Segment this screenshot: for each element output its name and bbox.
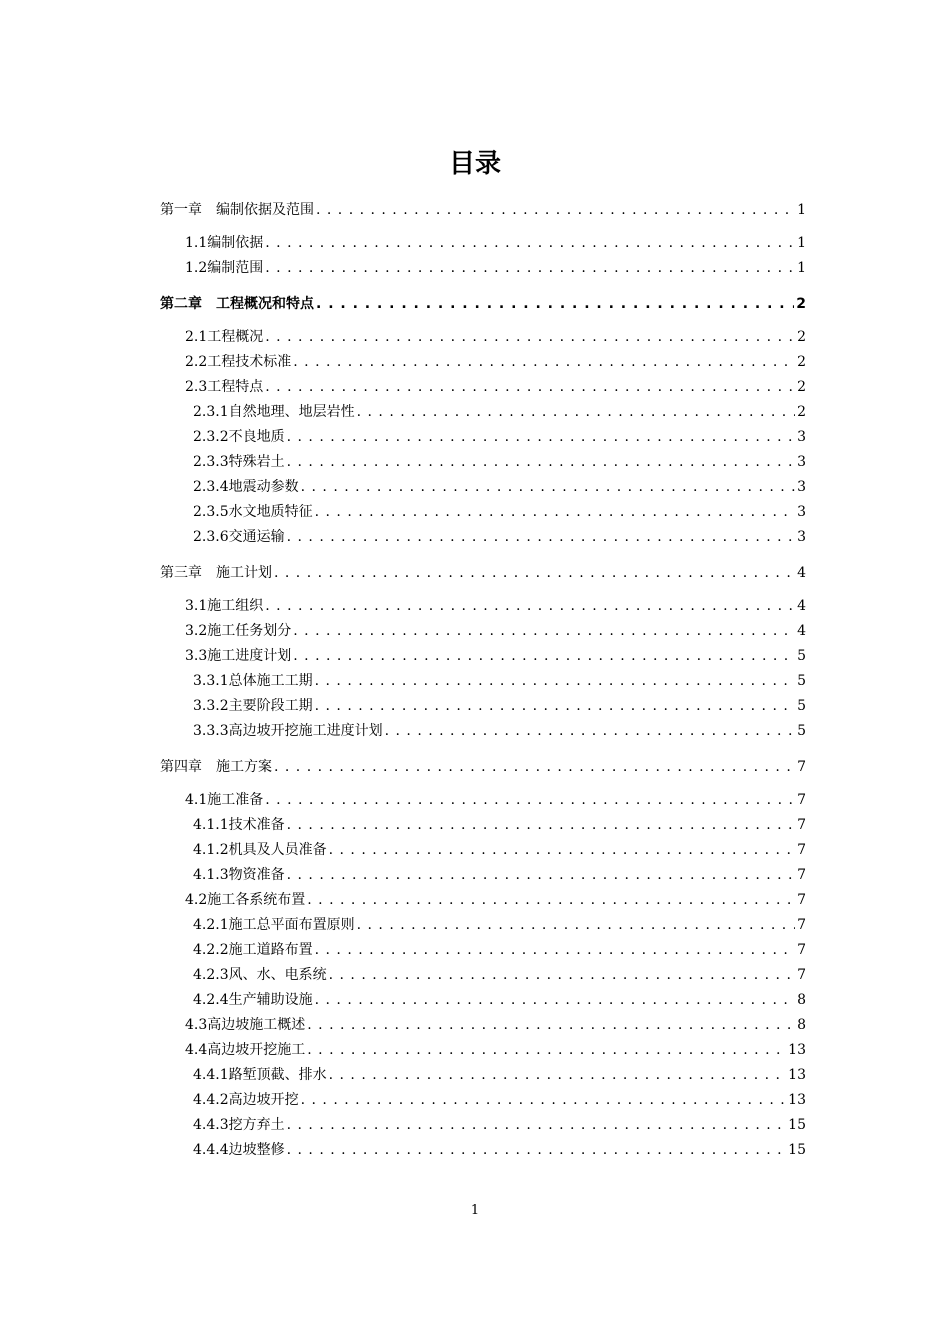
toc-entry[interactable] [193, 695, 806, 717]
toc-entry-label: 2.3.3特殊岩土 [193, 454, 285, 470]
toc-entry-label: 4.1.2机具及人员准备 [193, 842, 327, 858]
toc-entry-label: 2.3.4地震动参数 [193, 479, 299, 495]
toc-leader-dots [287, 864, 795, 886]
toc-entry[interactable] [185, 889, 806, 911]
toc-leader-dots [316, 293, 794, 315]
toc-entry-label: 3.2施工任务划分 [185, 623, 292, 639]
toc-leader-dots [265, 232, 795, 254]
toc-entry[interactable] [193, 1089, 806, 1111]
toc-entry[interactable] [193, 914, 806, 936]
toc-entry-page: 5 [797, 698, 806, 714]
toc-leader-dots [301, 476, 795, 498]
toc-entry[interactable] [193, 526, 806, 548]
toc-entry-page: 2 [797, 329, 806, 345]
toc-entry-label: 第三章 施工计划 [160, 565, 272, 581]
toc-entry-page: 15 [788, 1117, 806, 1133]
toc-entry-label: 4.2.1施工总平面布置原则 [193, 917, 355, 933]
toc-leader-dots [287, 1139, 787, 1161]
toc-entry-label: 3.3.2主要阶段工期 [193, 698, 313, 714]
toc-entry-page: 7 [797, 967, 806, 983]
toc-entry-page: 7 [797, 759, 806, 775]
toc-entry[interactable] [185, 789, 806, 811]
toc-entry[interactable] [185, 376, 806, 398]
toc-leader-dots [293, 620, 795, 642]
toc-leader-dots [287, 1114, 787, 1136]
toc-entry-label: 4.2.3风、水、电系统 [193, 967, 327, 983]
toc-leader-dots [315, 670, 795, 692]
toc-entry-label: 4.4高边坡开挖施工 [185, 1042, 306, 1058]
toc-entry-label: 第一章 编制依据及范围 [160, 202, 314, 218]
toc-entry[interactable] [185, 620, 806, 642]
toc-entry-label: 2.1工程概况 [185, 329, 264, 345]
toc-leader-dots [265, 376, 795, 398]
toc-entry-page: 2 [797, 354, 806, 370]
toc-entry-label: 1.1编制依据 [185, 235, 264, 251]
toc-entry-page: 7 [797, 867, 806, 883]
toc-entry-page: 5 [797, 723, 806, 739]
toc-leader-dots [287, 451, 795, 473]
toc-entry-page: 4 [797, 623, 806, 639]
toc-entry-page: 3 [797, 454, 806, 470]
toc-entry-page: 8 [797, 992, 806, 1008]
toc-entry[interactable] [185, 645, 806, 667]
toc-leader-dots [265, 595, 795, 617]
toc-entry-page: 3 [797, 529, 806, 545]
toc-leader-dots [357, 914, 795, 936]
toc-leader-dots [301, 1089, 787, 1111]
toc-entry[interactable] [193, 939, 806, 961]
toc-entry-label: 2.3工程特点 [185, 379, 264, 395]
toc-entry-label: 4.1施工准备 [185, 792, 264, 808]
toc-entry-page: 1 [797, 202, 806, 218]
toc-entry-page: 7 [797, 792, 806, 808]
toc-entry[interactable] [193, 720, 806, 742]
toc-entry[interactable] [160, 756, 806, 778]
toc-entry-label: 4.4.4边坡整修 [193, 1142, 285, 1158]
toc-entry-label: 第二章 工程概况和特点 [160, 296, 314, 312]
toc-leader-dots [265, 789, 795, 811]
toc-entry-page: 7 [797, 892, 806, 908]
toc-entry-label: 4.1.3物资准备 [193, 867, 285, 883]
toc-entry[interactable] [193, 964, 806, 986]
toc-entry[interactable] [193, 814, 806, 836]
toc-leader-dots [316, 199, 795, 221]
toc-entry-label: 4.2.4生产辅助设施 [193, 992, 313, 1008]
toc-entry-page: 4 [797, 565, 806, 581]
toc-entry[interactable] [185, 1014, 806, 1036]
toc-leader-dots [315, 939, 795, 961]
toc-entry[interactable] [193, 476, 806, 498]
toc-entry[interactable] [185, 1039, 806, 1061]
toc-entry-label: 4.2施工各系统布置 [185, 892, 306, 908]
toc-entry[interactable] [193, 839, 806, 861]
toc-entry-page: 15 [788, 1142, 806, 1158]
toc-entry[interactable] [193, 1114, 806, 1136]
toc-entry[interactable] [193, 401, 806, 423]
toc-entry[interactable] [185, 595, 806, 617]
toc-leader-dots [265, 257, 795, 279]
toc-entry-page: 3 [797, 504, 806, 520]
toc-entry[interactable] [193, 1064, 806, 1086]
toc-leader-dots [287, 814, 795, 836]
toc-entry-page: 3 [797, 479, 806, 495]
toc-entry-page: 2 [797, 404, 806, 420]
toc-entry-page: 2 [797, 379, 806, 395]
toc-entry-page: 1 [797, 235, 806, 251]
toc-leader-dots [357, 401, 795, 423]
toc-entry-label: 4.3高边坡施工概述 [185, 1017, 306, 1033]
toc-entry[interactable] [185, 257, 806, 279]
toc-entry-label: 3.3.1总体施工工期 [193, 673, 313, 689]
toc-entry-page: 4 [797, 598, 806, 614]
toc-entry-label: 3.3施工进度计划 [185, 648, 292, 664]
toc-entry-page: 13 [788, 1067, 806, 1083]
toc-entry-page: 13 [788, 1042, 806, 1058]
toc-leader-dots [329, 839, 795, 861]
toc-entry-label: 4.4.2高边坡开挖 [193, 1092, 299, 1108]
toc-leader-dots [385, 720, 795, 742]
toc-entry-page: 5 [797, 648, 806, 664]
toc-entry[interactable] [160, 562, 806, 584]
toc-entry-label: 1.2编制范围 [185, 260, 264, 276]
toc-leader-dots [274, 562, 795, 584]
toc-entry[interactable] [193, 864, 806, 886]
toc-entry-label: 4.4.3挖方弃土 [193, 1117, 285, 1133]
toc-entry[interactable] [193, 451, 806, 473]
toc-entry-label: 2.3.1自然地理、地层岩性 [193, 404, 355, 420]
toc-entry-page: 5 [797, 673, 806, 689]
toc-entry-page: 7 [797, 917, 806, 933]
toc-leader-dots [315, 501, 795, 523]
toc-leader-dots [315, 695, 795, 717]
toc-entry[interactable] [160, 293, 806, 315]
toc-leader-dots [329, 1064, 787, 1086]
toc-entry-label: 4.1.1技术准备 [193, 817, 285, 833]
toc-entry-label: 2.3.2不良地质 [193, 429, 285, 445]
toc-entry-label: 4.2.2施工道路布置 [193, 942, 313, 958]
toc-leader-dots [315, 989, 795, 1011]
toc-entry-page: 3 [797, 429, 806, 445]
toc-title: 目录 [448, 149, 501, 179]
toc-entry-page: 1 [797, 260, 806, 276]
toc-leader-dots [265, 326, 795, 348]
toc-leader-dots [307, 889, 795, 911]
toc-entry-label: 3.3.3高边坡开挖施工进度计划 [193, 723, 383, 739]
toc-leader-dots [307, 1039, 786, 1061]
toc-entry-page: 7 [797, 942, 806, 958]
toc-entry-page: 7 [797, 842, 806, 858]
toc-leader-dots [293, 351, 795, 373]
toc-leader-dots [287, 526, 795, 548]
toc-entry[interactable] [193, 670, 806, 692]
toc-entry[interactable] [160, 199, 806, 221]
toc-entry-label: 2.3.5水文地质特征 [193, 504, 313, 520]
toc-entry[interactable] [193, 501, 806, 523]
toc-leader-dots [293, 645, 795, 667]
toc-entry-label: 第四章 施工方案 [160, 759, 272, 775]
toc-entry[interactable] [185, 326, 806, 348]
toc-entry-page: 8 [797, 1017, 806, 1033]
toc-entry-label: 2.2工程技术标准 [185, 354, 292, 370]
toc-entry-label: 4.4.1路堑顶截、排水 [193, 1067, 327, 1083]
toc-entry-page: 13 [788, 1092, 806, 1108]
toc-leader-dots [274, 756, 795, 778]
toc-entry[interactable] [193, 1139, 806, 1161]
toc-entry-label: 3.1施工组织 [185, 598, 264, 614]
toc-leader-dots [307, 1014, 795, 1036]
page-number: 1 [470, 1203, 480, 1218]
toc-leader-dots [287, 426, 795, 448]
toc-entry[interactable] [193, 426, 806, 448]
toc-entry[interactable] [193, 989, 806, 1011]
toc-entry-page: 2 [796, 296, 806, 312]
toc-entry-label: 2.3.6交通运输 [193, 529, 285, 545]
toc-entry[interactable] [185, 232, 806, 254]
toc-entry-page: 7 [797, 817, 806, 833]
toc-leader-dots [329, 964, 795, 986]
toc-entry[interactable] [185, 351, 806, 373]
